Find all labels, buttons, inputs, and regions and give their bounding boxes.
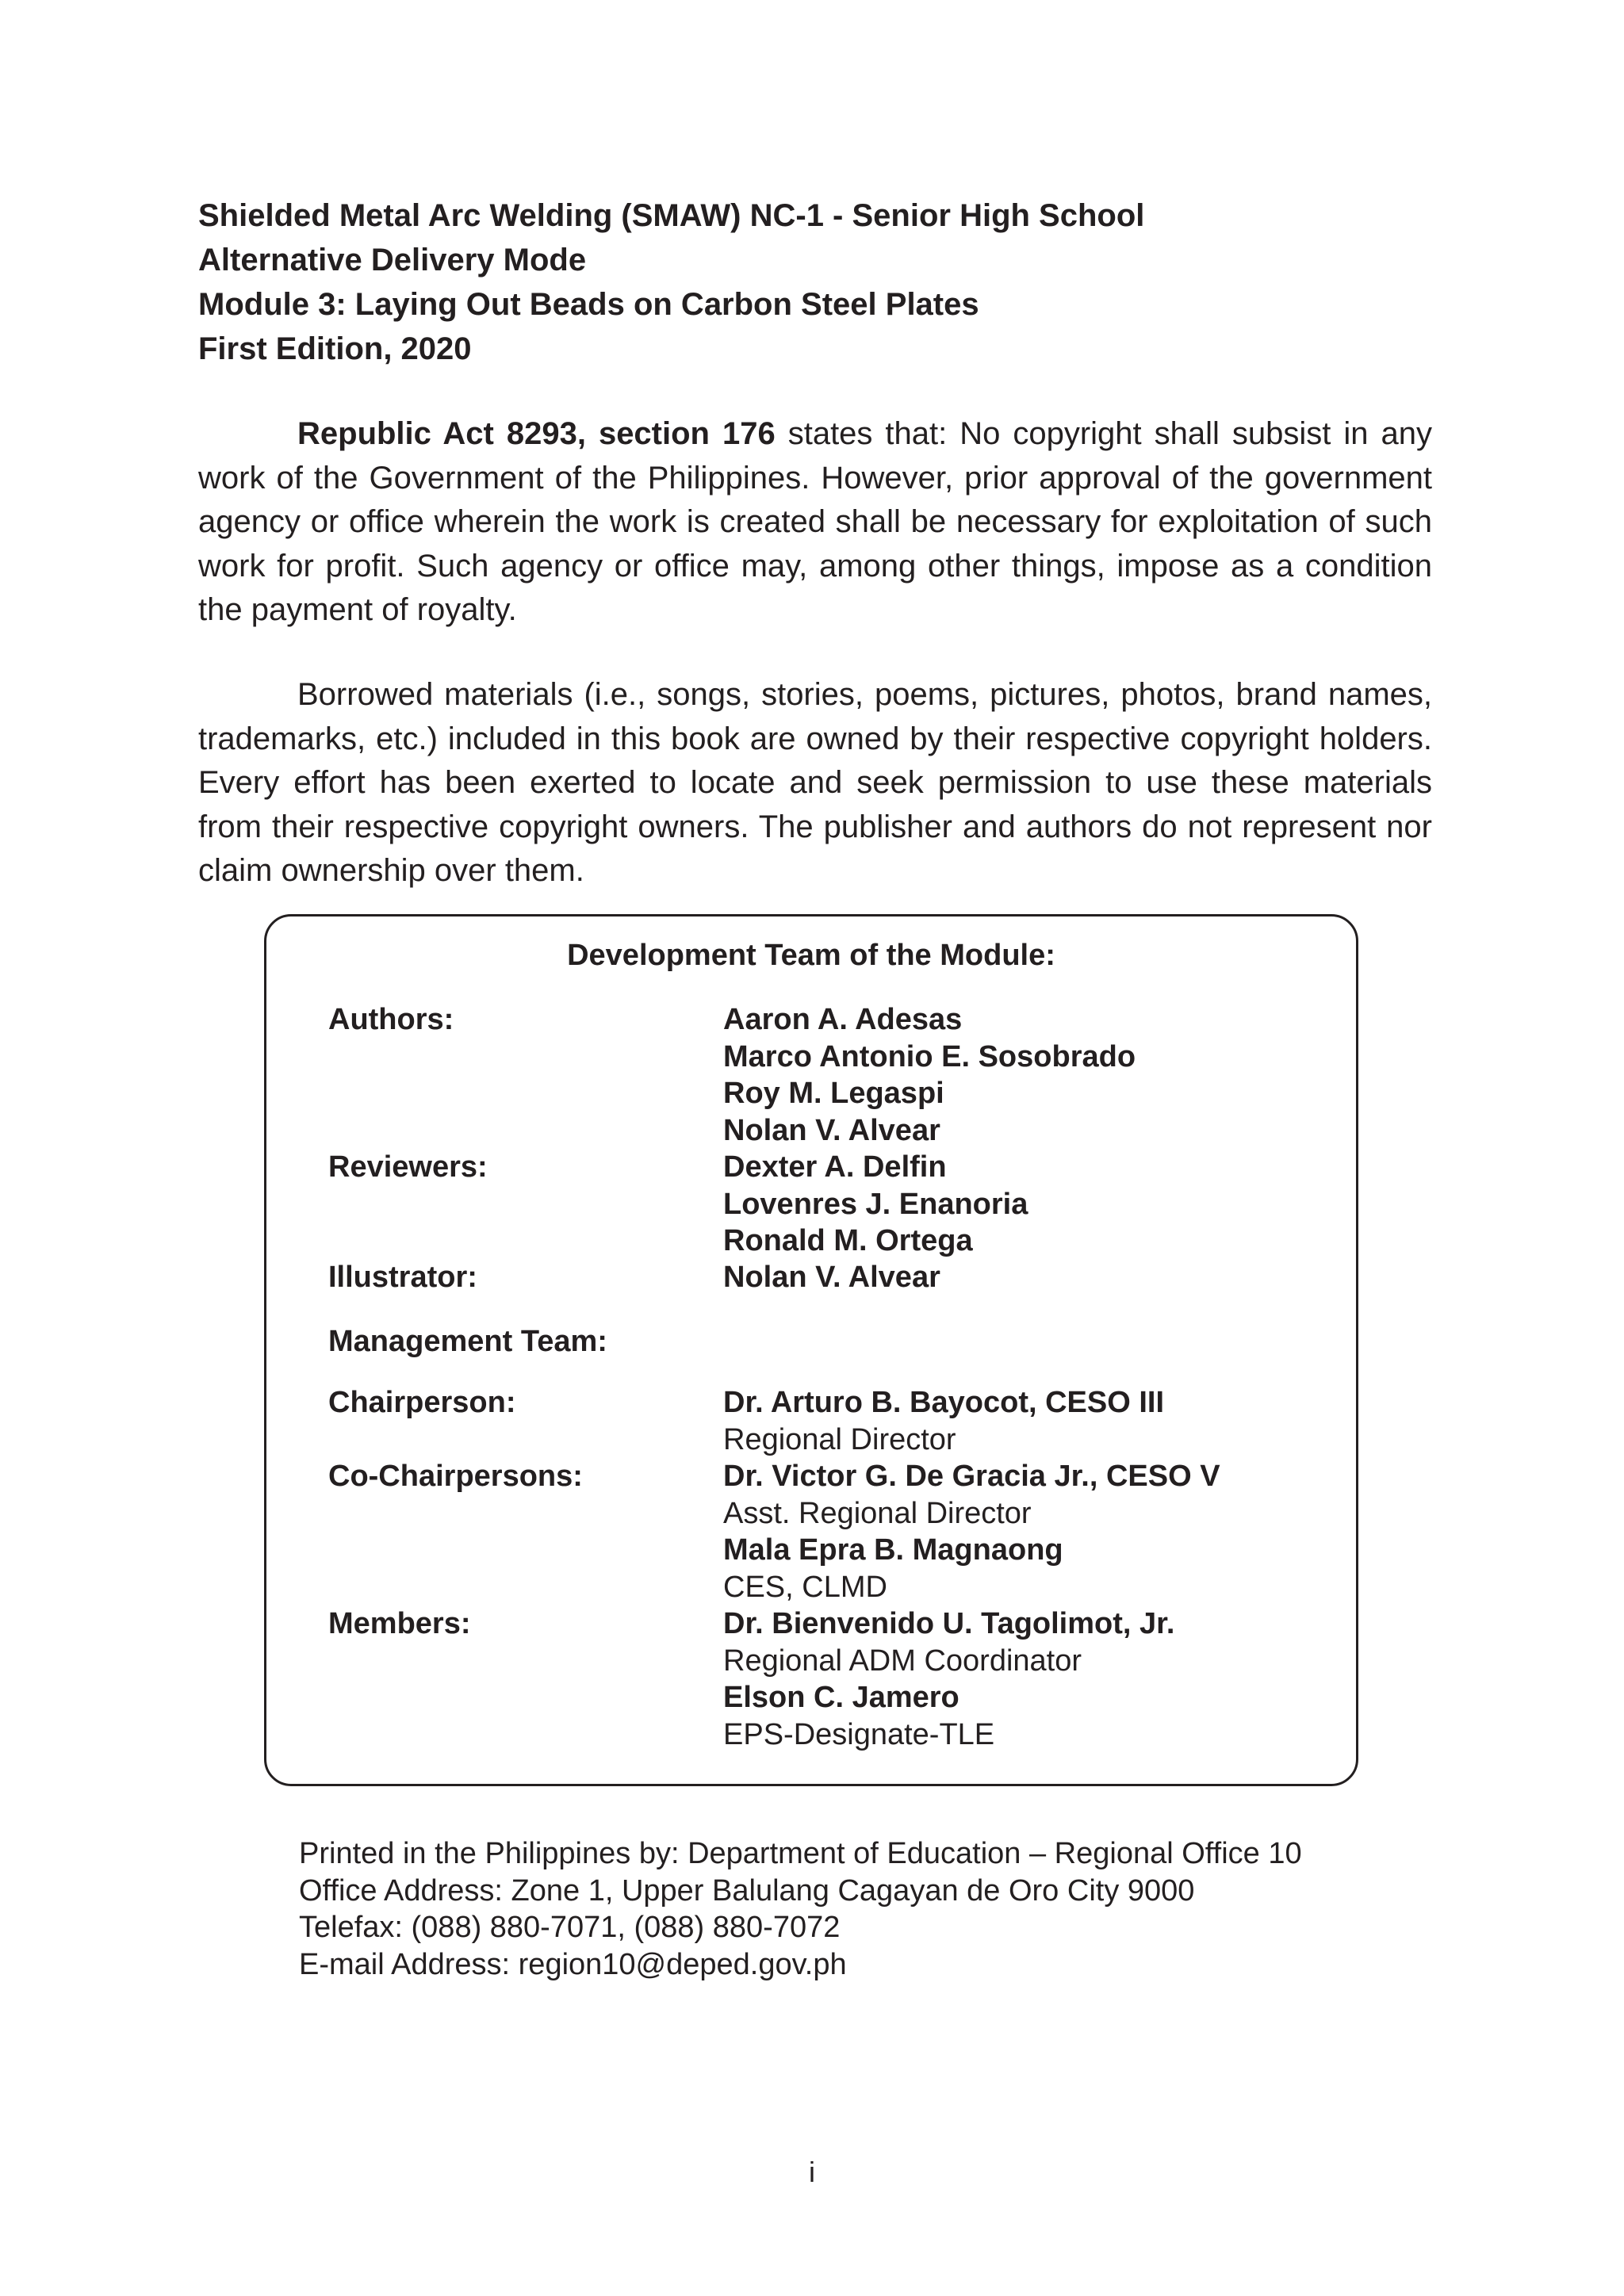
borrowed-materials-paragraph: Borrowed materials (i.e., songs, stories, poems, pictures, photos, brand names, trademarks, etc.) included in this book are owned by their respective copyright holders. Every effort has been exerted to locate and seek permission to use these materials from their respective copyright owners. The publisher and authors do not represent nor claim ownership over them. xyxy=(198,677,1432,888)
author-name: Nolan V. Alvear xyxy=(723,1113,940,1147)
reviewer-name: Ronald M. Ortega xyxy=(723,1224,973,1257)
co-chairperson-name: Mala Epra B. Magnaong xyxy=(723,1533,1063,1567)
author-name: Roy M. Legaspi xyxy=(723,1077,944,1110)
reviewers-list xyxy=(723,1149,1028,1260)
illustrator-label: Illustrator: xyxy=(328,1261,477,1294)
reviewer-name: Dexter A. Delfin xyxy=(723,1150,947,1184)
co-chairperson-role: Asst. Regional Director xyxy=(723,1496,1032,1530)
office-address: Office Address: Zone 1, Upper Balulang Cagayan de Oro City 9000 xyxy=(299,1873,1195,1908)
co-chairpersons-label: Co-Chairpersons: xyxy=(328,1460,583,1493)
printed-by: Printed in the Philippines by: Department of Education – Regional Office 10 xyxy=(299,1837,1302,1870)
members-list xyxy=(723,1605,1174,1753)
management-team-label: Management Team: xyxy=(328,1325,607,1358)
reviewers-label: Reviewers: xyxy=(328,1150,488,1184)
email-address: E-mail Address: region10@deped.gov.ph xyxy=(299,1947,847,1981)
page-number: i xyxy=(809,2156,815,2188)
illustrator-name: Nolan V. Alvear xyxy=(723,1261,940,1294)
delivery-mode: Alternative Delivery Mode xyxy=(198,243,587,277)
member-name: Dr. Bienvenido U. Tagolimot, Jr. xyxy=(723,1607,1175,1640)
member-name: Elson C. Jamero xyxy=(723,1681,959,1714)
team-title: Development Team of the Module: xyxy=(567,939,1055,972)
member-role: Regional ADM Coordinator xyxy=(723,1644,1082,1678)
authors-list xyxy=(723,1001,1136,1149)
chairperson-role: Regional Director xyxy=(723,1422,956,1456)
law-text: states that: No copyright shall subsist in any work of the Government of the Philippines. However, prior approval of the government agency or office wherein the work is created shall be necessary for exploitation of such work for profit. Such agency or office may, among other things, impose as a condition the payment of royalty. xyxy=(198,416,1433,627)
member-role: EPS-Designate-TLE xyxy=(723,1717,995,1751)
members-label: Members: xyxy=(328,1607,471,1640)
author-name: Marco Antonio E. Sosobrado xyxy=(723,1039,1136,1073)
publisher-info xyxy=(299,1835,1302,1983)
co-chairperson-role: CES, CLMD xyxy=(723,1570,887,1604)
copyright-paragraph xyxy=(198,412,1432,633)
co-chairperson-name: Dr. Victor G. De Gracia Jr., CESO V xyxy=(723,1460,1220,1493)
module-title: Shielded Metal Arc Welding (SMAW) NC-1 - Senior High School xyxy=(198,198,1145,233)
module-subtitle: Module 3: Laying Out Beads on Carbon Steel Plates xyxy=(198,287,979,322)
author-name: Aaron A. Adesas xyxy=(723,1003,963,1036)
authors-label: Authors: xyxy=(328,1003,454,1036)
law-reference: Republic Act 8293, section 176 xyxy=(297,416,776,451)
chairperson-entry xyxy=(723,1384,1164,1458)
telefax: Telefax: (088) 880-7071, (088) 880-7072 xyxy=(299,1911,841,1944)
chairperson-name: Dr. Arturo B. Bayocot, CESO III xyxy=(723,1386,1165,1419)
illustrator-list xyxy=(723,1259,940,1296)
development-team-box xyxy=(264,914,1358,1786)
co-chairpersons-list xyxy=(723,1458,1220,1605)
module-header xyxy=(198,193,1435,371)
reviewer-name: Lovenres J. Enanoria xyxy=(723,1187,1028,1221)
chairperson-label: Chairperson: xyxy=(328,1386,516,1419)
edition: First Edition, 2020 xyxy=(198,331,472,366)
